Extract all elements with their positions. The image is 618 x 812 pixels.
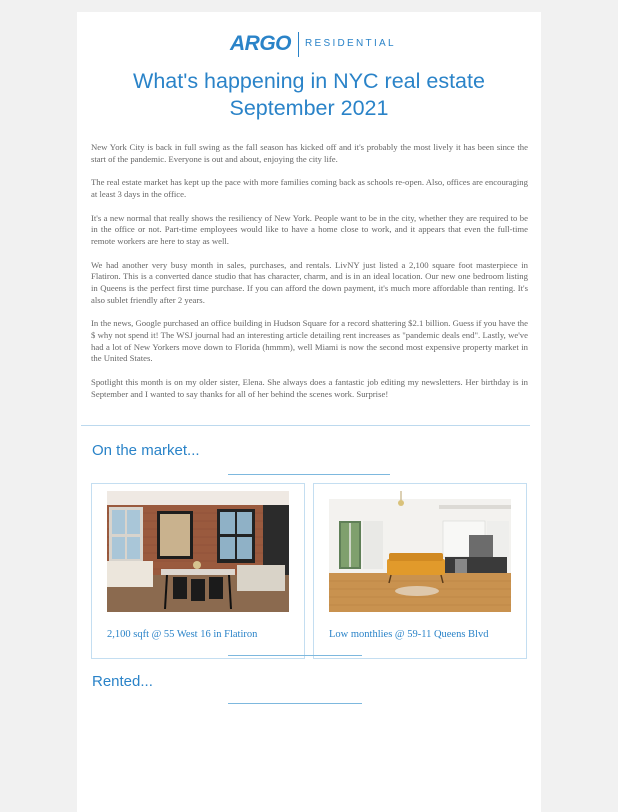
listing-card-flatiron[interactable] — [91, 483, 305, 659]
logo-divider — [298, 32, 299, 57]
intro-paragraph: The real estate market has kept up the pace with more families coming back as schools re-open. Also, offices are encouraging at least 3 days in the office. — [91, 177, 528, 199]
listing-photo-queens[interactable] — [329, 491, 511, 612]
listing-card-queens[interactable] — [313, 483, 527, 659]
intro-paragraph: It's a new normal that really shows the resiliency of New York. People want to be in the city, whether they are required to be in the office or not. Part-time employees would like to have a home close to work, and it appears that even the full-time remote workers are here to stay as well. — [91, 212, 528, 246]
section-divider — [81, 425, 530, 426]
headline-line-2: September 2021 — [229, 96, 389, 120]
headline-line-1: What's happening in NYC real estate — [133, 69, 485, 93]
intro-paragraph: New York City is back in full swing as the fall season has kicked off and it's probably the most lively it has been since the start of the pandemic. Everyone is out and about, enjoying the city life. — [91, 142, 528, 164]
intro-body — [91, 142, 528, 412]
section-underline — [228, 703, 362, 704]
listing-caption-queens[interactable]: Low monthlies @ 59-11 Queens Blvd — [329, 629, 489, 640]
logo-subtitle: RESIDENTIAL — [305, 38, 396, 49]
intro-paragraph: We had another very busy month in sales, purchases, and rentals. LivNY just listed a 2,100 square foot masterpiece in Flatiron. This is a converted dance studio that has character, charm, and is in an ideal location. Our new one bedroom listing in Queens is the perfect first time purchase. If you can afford the down payment, it's much more affordable than renting. It's also sublet friendly after 2 years. — [91, 259, 528, 305]
listing-photo-flatiron[interactable] — [107, 491, 289, 612]
newsletter-headline — [77, 68, 541, 122]
logo-brand: ARGO — [230, 32, 291, 55]
intro-paragraph: In the news, Google purchased an office building in Hudson Square for a record shattering $2.1 billion. Guess if you have the $ why not spend it! The WSJ journal had an interesting article detailing rent increases as "pandemic deals end". Lastly, we've had a lot of New Yorkers move down to Florida (hmmm), well Miami is now the second most expensive property market in the United States. — [91, 318, 528, 364]
newsletter-page — [77, 12, 541, 812]
intro-paragraph: Spotlight this month is on my older sister, Elena. She always does a fantastic job editing my newsletters. Her birthday is in September and I wanted to say thanks for all of her behind the scenes work. Surprise! — [91, 377, 528, 399]
section-underline — [228, 655, 362, 656]
listing-caption-flatiron[interactable]: 2,100 sqft @ 55 West 16 in Flatiron — [107, 629, 258, 640]
argo-residential-logo[interactable] — [77, 31, 541, 57]
on-the-market-title: On the market... — [92, 442, 200, 459]
apartment-interior-image — [329, 491, 511, 612]
section-underline — [228, 474, 390, 475]
rented-title: Rented... — [92, 673, 153, 690]
loft-interior-image — [107, 491, 289, 612]
